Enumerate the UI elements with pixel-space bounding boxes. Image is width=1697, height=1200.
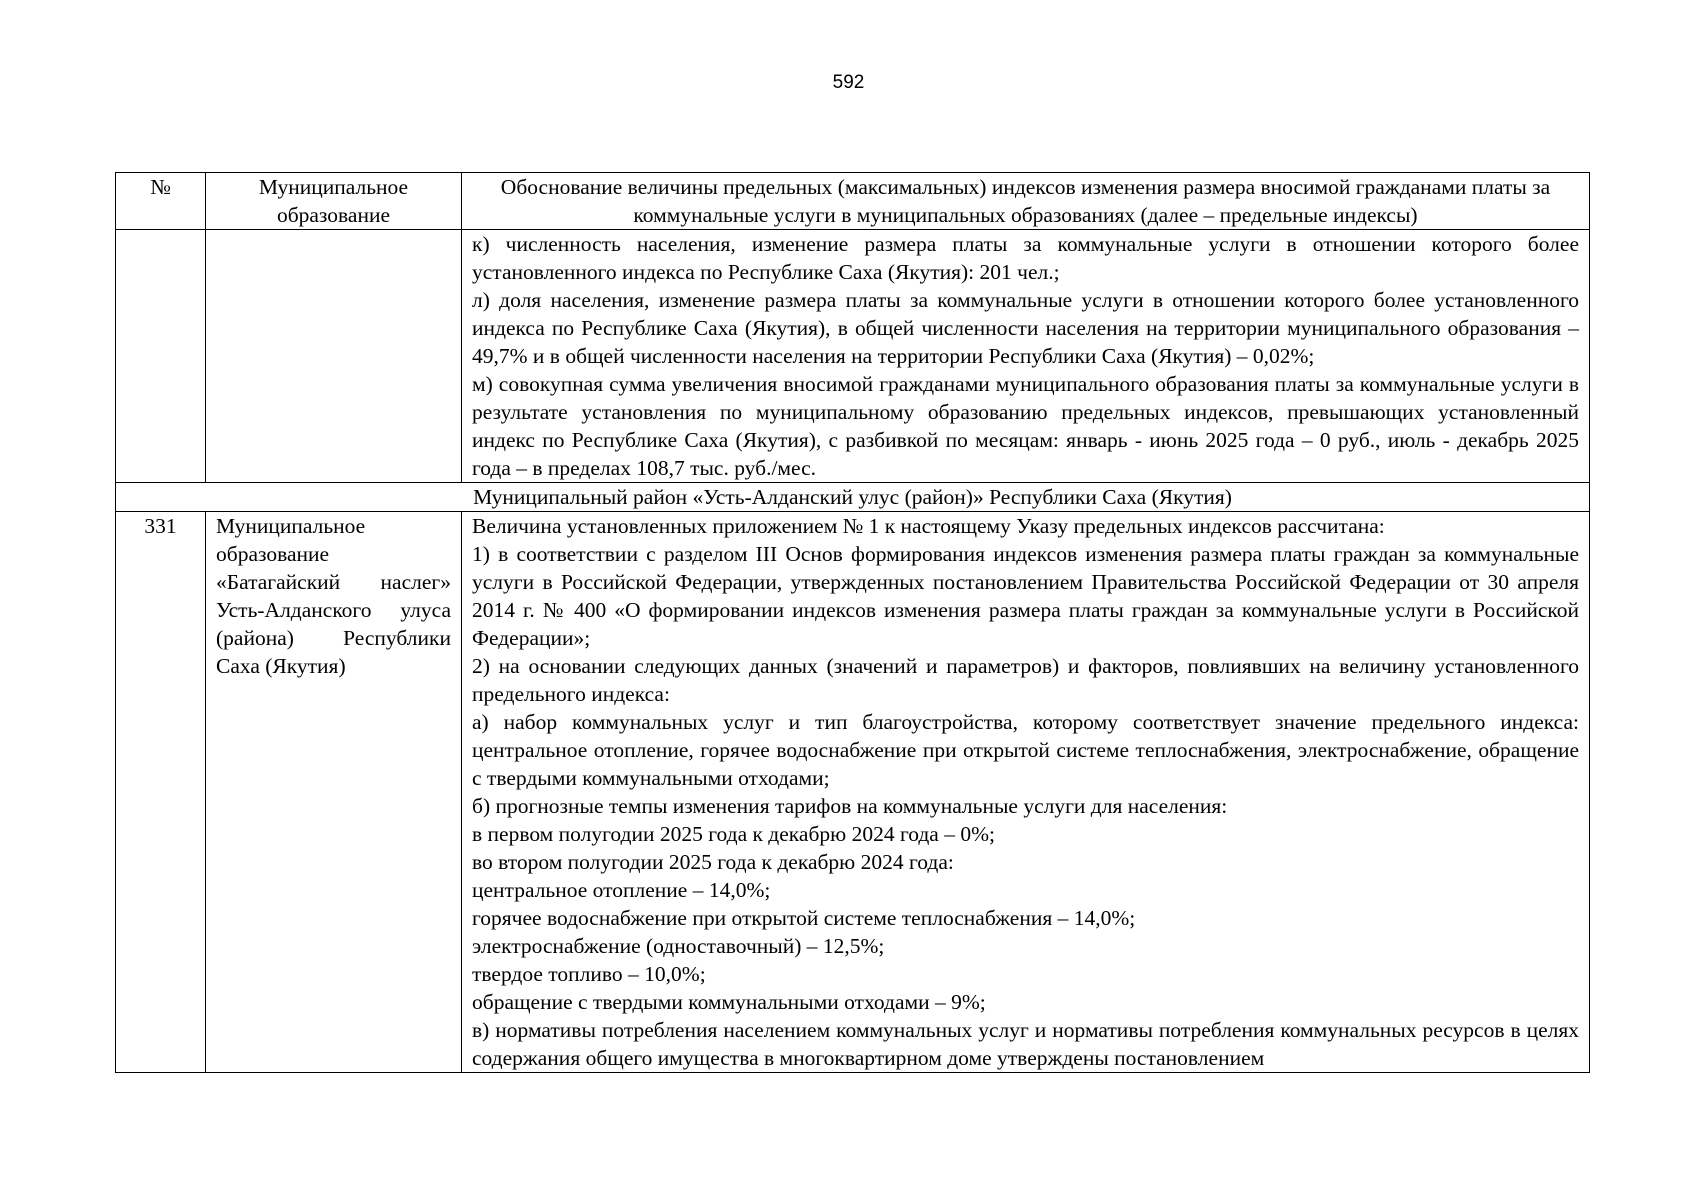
paragraph-v: в) нормативы потребления населением коммунальных услуг и нормативы потребления коммунальных ресурсов в целях содержания общего имущества в многоквартирном доме утверждены постановлением: [472, 1018, 1579, 1070]
page-number: 592: [832, 72, 865, 93]
municipality-name: Муниципальное образование «Батагайский наслег» Усть-Алданского улуса (района) Республики Саха (Якутия): [206, 512, 462, 1073]
paragraph-intro: Величина установленных приложением № 1 к настоящему Указу предельных индексов рассчитана:: [472, 514, 1385, 538]
paragraph-2: 2) на основании следующих данных (значений и параметров) и факторов, повлиявших на величину установленного предельного индекса:: [472, 654, 1579, 706]
paragraph-electricity: электроснабжение (одноставочный) – 12,5%;: [472, 934, 885, 958]
header-number: №: [116, 173, 206, 230]
header-justification: Обоснование величины предельных (максимальных) индексов изменения размера вносимой гражданами платы за коммунальные услуги в муниципальных образованиях (далее – предельные индексы): [462, 173, 1590, 230]
paragraph-b-second-half: во втором полугодии 2025 года к декабрю 2024 года:: [472, 850, 954, 874]
cell-justification-331: [462, 512, 1590, 1073]
row-number: 331: [116, 512, 206, 1073]
paragraph-b: б) прогнозные темпы изменения тарифов на коммунальные услуги для населения:: [472, 794, 1228, 818]
header-municipality: Муниципальное образование: [206, 173, 462, 230]
paragraph-hot-water: горячее водоснабжение при открытой системе теплоснабжения – 14,0%;: [472, 906, 1136, 930]
table-row-331: [116, 512, 1590, 1073]
paragraph-a: а) набор коммунальных услуг и тип благоустройства, которому соответствует значение предельного индекса: центральное отопление, горячее водоснабжение при открытой системе теплоснабжения, электроснабжение, обращение с твердыми коммунальными отходами;: [472, 710, 1579, 790]
table-header-row: [116, 173, 1590, 230]
paragraph-solid-fuel: твердое топливо – 10,0%;: [472, 962, 706, 986]
indices-table: [115, 172, 1590, 1073]
paragraph-1: 1) в соответствии с разделом III Основ формирования индексов изменения размера платы граждан за коммунальные услуги в Российской Федерации, утвержденных постановлением Правительства Российской Федерации от 30 апреля 2014 г. № 400 «О формировании индексов изменения размера платы граждан за коммунальные услуги в Российской Федерации»;: [472, 542, 1579, 650]
paragraph-k: к) численность населения, изменение размера платы за коммунальные услуги в отношении которого более установленного индекса по Республике Саха (Якутия): 201 чел.;: [472, 232, 1579, 284]
paragraph-waste: обращение с твердыми коммунальными отходами – 9%;: [472, 990, 986, 1014]
paragraph-b-first-half: в первом полугодии 2025 года к декабрю 2024 года – 0%;: [472, 822, 995, 846]
cell-justification-continued: [462, 230, 1590, 483]
section-title: Муниципальный район «Усть-Алданский улус (район)» Республики Саха (Якутия): [116, 483, 1590, 512]
paragraph-m: м) совокупная сумма увеличения вносимой гражданами муниципального образования платы за коммунальные услуги в результате установления по муниципальному образованию предельных индексов, превышающих установленный индекс по Республике Саха (Якутия), с разбивкой по месяцам: январь - июнь 2025 года – 0 руб., июль - декабрь 2025 года – в пределах 108,7 тыс. руб./мес.: [472, 372, 1579, 480]
table-row-continued: [116, 230, 1590, 483]
paragraph-heating: центральное отопление – 14,0%;: [472, 878, 771, 902]
section-row: [116, 483, 1590, 512]
cell-municipality-empty: [206, 230, 462, 483]
cell-number-empty: [116, 230, 206, 483]
paragraph-l: л) доля населения, изменение размера платы за коммунальные услуги в отношении которого более установленного индекса по Республике Саха (Якутия), в общей численности населения на территории муниципального образования – 49,7% и в общей численности населения на территории Республики Саха (Якутия) – 0,02%;: [472, 288, 1579, 368]
